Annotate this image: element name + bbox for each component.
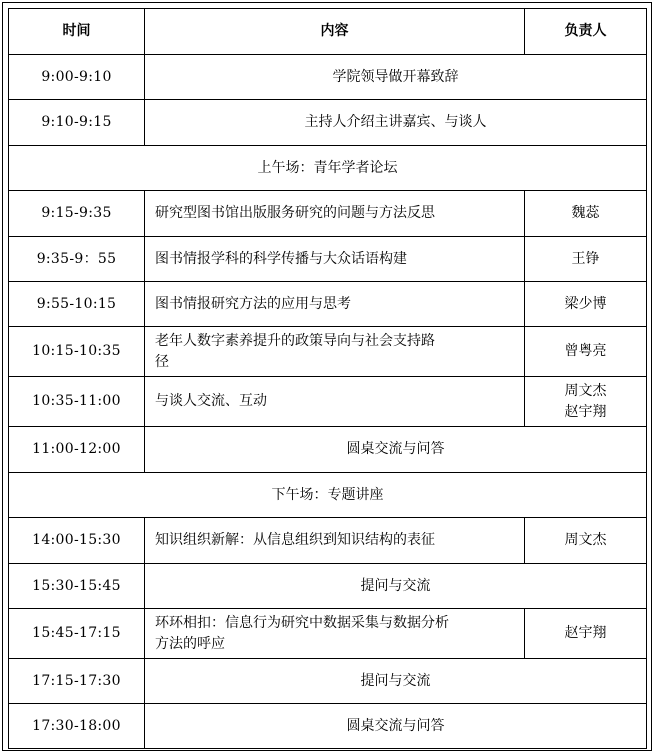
content-line: 环环相扣：信息行为研究中数据采集与数据分析 xyxy=(155,614,449,631)
session-title: 下午场：专题讲座 xyxy=(9,473,647,518)
header-content: 内容 xyxy=(145,9,525,55)
person-line: 周文杰 xyxy=(564,382,607,399)
content-cell: 圆桌交流与问答 xyxy=(145,704,647,749)
content-cell: 圆桌交流与问答 xyxy=(145,427,647,473)
content-line: 径 xyxy=(155,353,169,370)
content-cell: 图书情报学科的科学传播与大众话语构建 xyxy=(145,237,525,282)
content-cell xyxy=(145,327,525,377)
time-cell: 9:15-9:35 xyxy=(9,191,145,237)
table-row xyxy=(9,100,647,146)
person-cell: 梁少博 xyxy=(525,282,647,327)
session-row xyxy=(9,473,647,518)
person-cell: 曾粤亮 xyxy=(525,327,647,377)
content-cell: 学院领导做开幕致辞 xyxy=(145,55,647,100)
person-cell: 王铮 xyxy=(525,237,647,282)
session-title: 上午场：青年学者论坛 xyxy=(9,146,647,191)
session-row xyxy=(9,146,647,191)
table-row xyxy=(9,282,647,327)
time-cell: 11:00-12:00 xyxy=(9,427,145,473)
content-cell: 与谈人交流、互动 xyxy=(145,377,525,427)
time-cell: 15:45-17:15 xyxy=(9,609,145,659)
table-row xyxy=(9,609,647,659)
person-cell: 赵宇翔 xyxy=(525,609,647,659)
content-cell: 提问与交流 xyxy=(145,564,647,609)
person-line: 赵宇翔 xyxy=(564,403,607,420)
time-cell: 9:10-9:15 xyxy=(9,100,145,146)
time-cell: 10:35-11:00 xyxy=(9,377,145,427)
table-row xyxy=(9,377,647,427)
table-row xyxy=(9,55,647,100)
person-cell: 魏蕊 xyxy=(525,191,647,237)
time-cell: 17:15-17:30 xyxy=(9,659,145,704)
time-cell: 9:55-10:15 xyxy=(9,282,145,327)
content-cell xyxy=(145,609,525,659)
table-row xyxy=(9,564,647,609)
table-row xyxy=(9,427,647,473)
content-cell: 知识组织新解：从信息组织到知识结构的表征 xyxy=(145,518,525,564)
table-row xyxy=(9,327,647,377)
person-cell: 周文杰 xyxy=(525,518,647,564)
schedule-table xyxy=(8,8,647,749)
table-row xyxy=(9,704,647,749)
time-cell: 15:30-15:45 xyxy=(9,564,145,609)
time-cell: 14:00-15:30 xyxy=(9,518,145,564)
time-cell: 17:30-18:00 xyxy=(9,704,145,749)
time-cell: 9:00-9:10 xyxy=(9,55,145,100)
content-cell: 图书情报研究方法的应用与思考 xyxy=(145,282,525,327)
person-cell xyxy=(525,377,647,427)
table-row xyxy=(9,659,647,704)
table-header-row xyxy=(9,9,647,55)
header-person: 负责人 xyxy=(525,9,647,55)
content-cell: 研究型图书馆出版服务研究的问题与方法反思 xyxy=(145,191,525,237)
table-row xyxy=(9,518,647,564)
content-line: 方法的呼应 xyxy=(155,635,225,652)
header-time: 时间 xyxy=(9,9,145,55)
content-cell: 提问与交流 xyxy=(145,659,647,704)
content-line: 老年人数字素养提升的政策导向与社会支持路 xyxy=(155,332,435,349)
table-row xyxy=(9,191,647,237)
time-cell: 10:15-10:35 xyxy=(9,327,145,377)
time-cell: 9:35-9：55 xyxy=(9,237,145,282)
content-cell: 主持人介绍主讲嘉宾、与谈人 xyxy=(145,100,647,146)
table-row xyxy=(9,237,647,282)
